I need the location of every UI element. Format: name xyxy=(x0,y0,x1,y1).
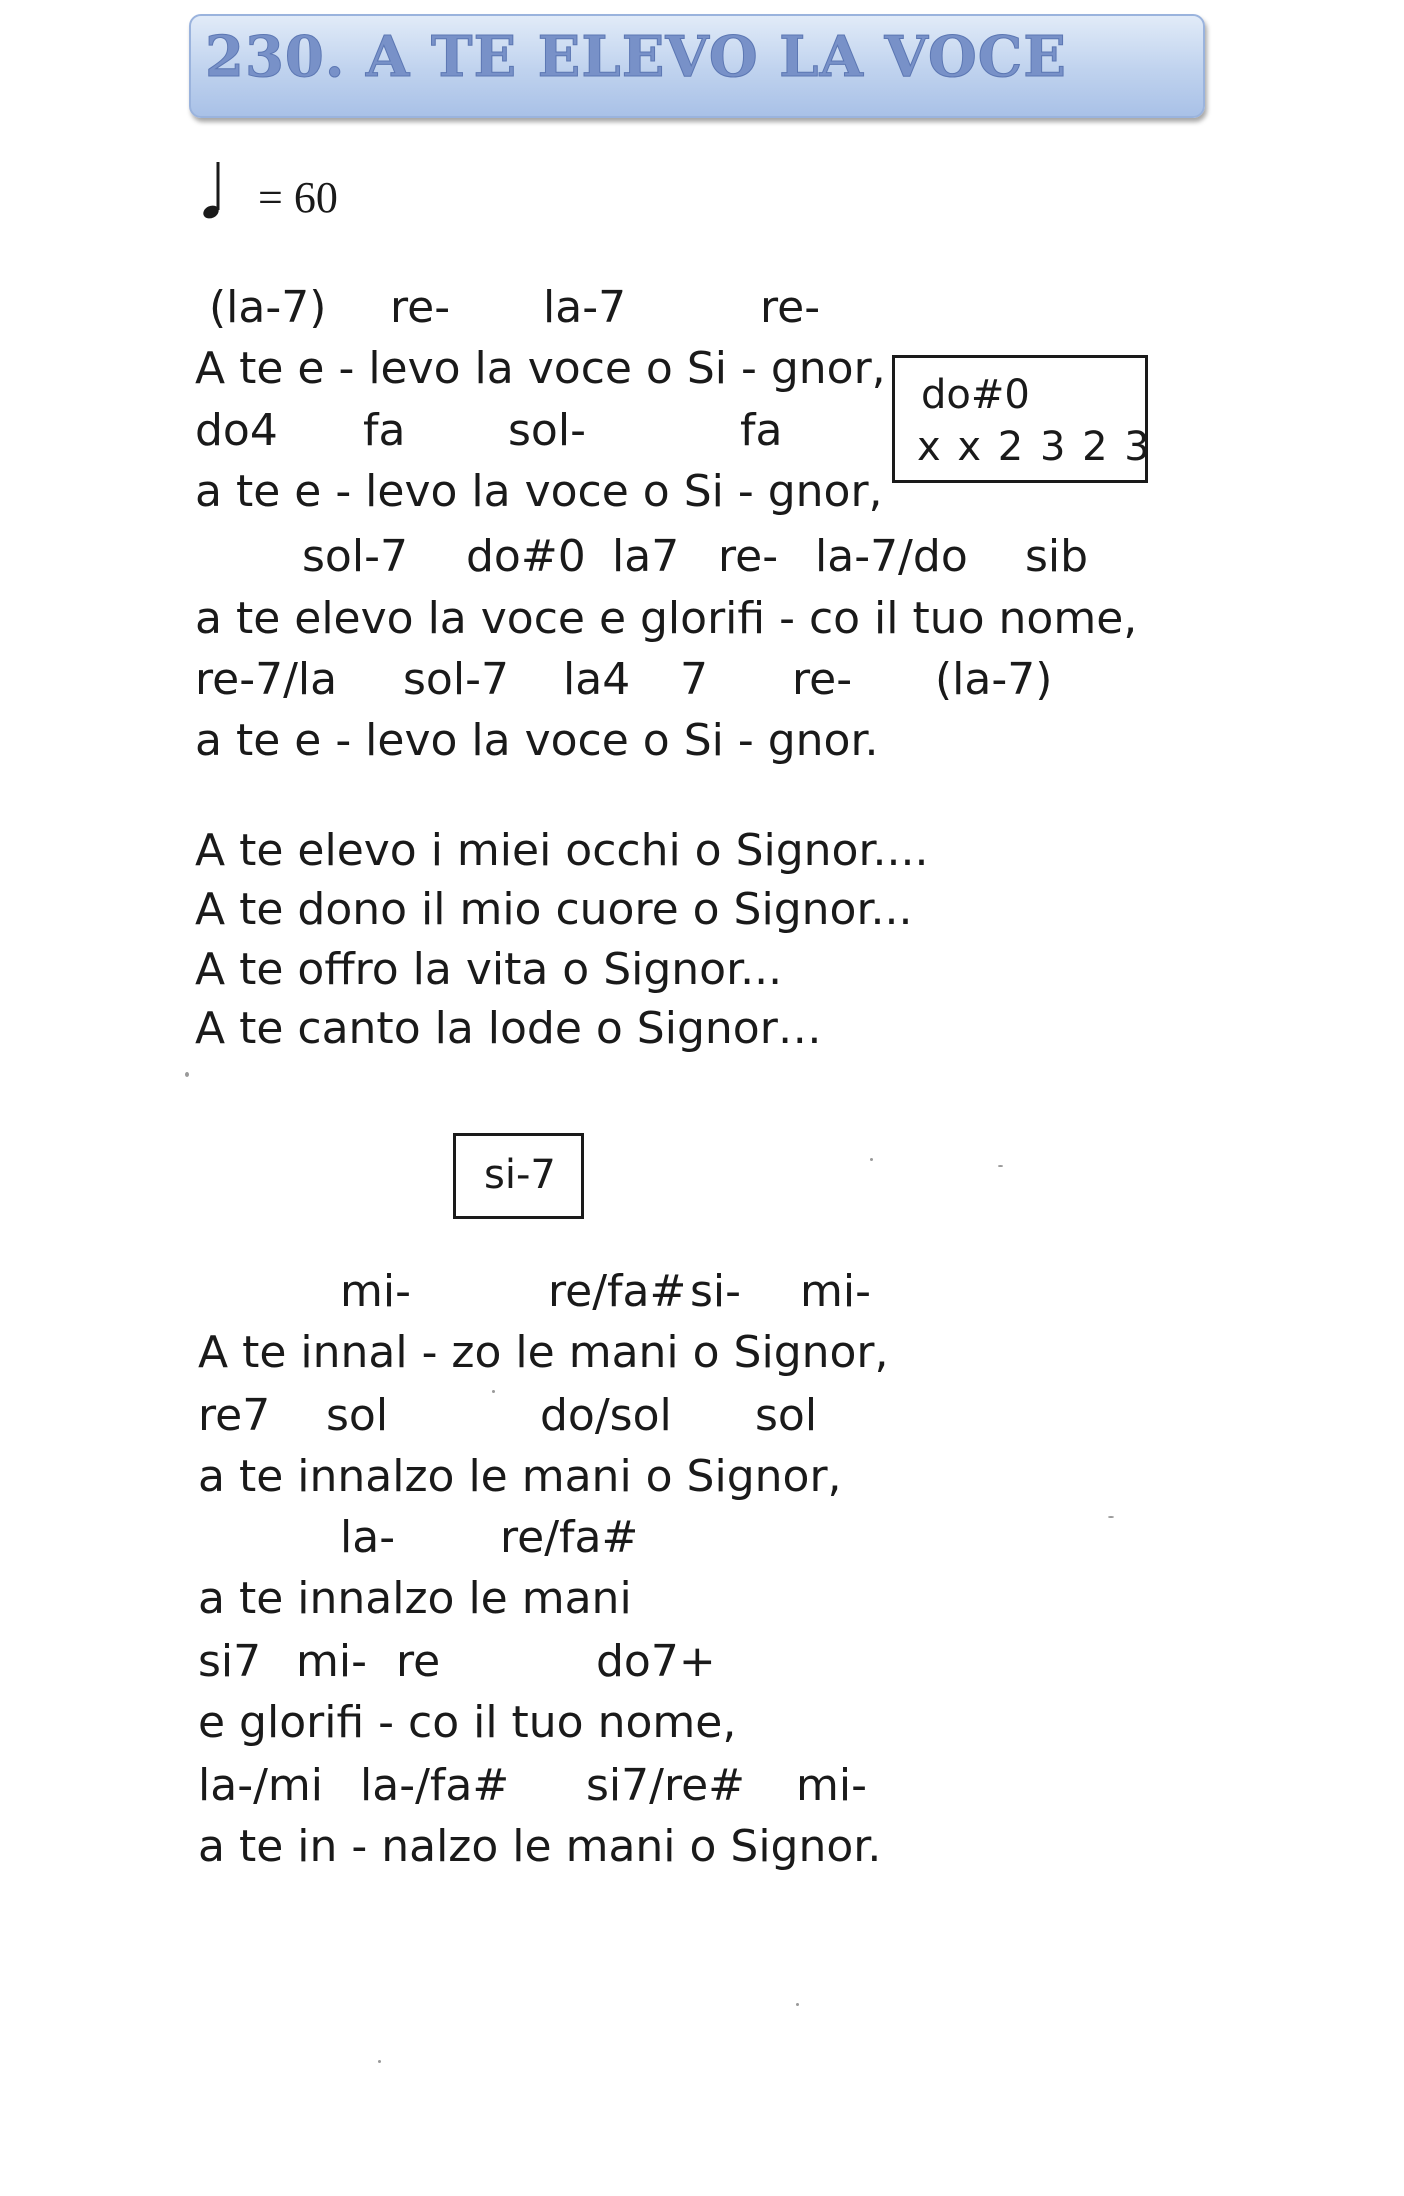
chord: sol xyxy=(326,1390,389,1441)
chord: la7 xyxy=(612,531,680,582)
chord: la-/mi xyxy=(198,1760,323,1811)
stanza-line: A te canto la lode o Signor… xyxy=(195,1003,822,1054)
chord-diagram-fingering: x x 2 3 2 3 xyxy=(917,424,1152,470)
chord: fa xyxy=(740,405,783,456)
chord: la-7 xyxy=(543,282,627,333)
chord: re- xyxy=(760,282,821,333)
chord: mi- xyxy=(800,1266,871,1317)
chord: re/fa# xyxy=(548,1266,687,1317)
chord: la-7/do xyxy=(815,531,968,582)
lyric-line: a te e - levo la voce o Si - gnor. xyxy=(195,715,879,766)
stanza-line: A te offro la vita o Signor... xyxy=(195,944,783,995)
chord: sol- xyxy=(508,405,586,456)
chord-diagram-box xyxy=(892,355,1152,483)
lyric-line: a te innalzo le mani xyxy=(198,1573,632,1624)
scan-speck xyxy=(1108,1516,1114,1518)
chord: mi- xyxy=(296,1636,367,1687)
chord: fa xyxy=(363,405,406,456)
chord: re- xyxy=(792,654,853,705)
chord: sib xyxy=(1025,531,1089,582)
stanza-line: A te elevo i miei occhi o Signor.... xyxy=(195,825,929,876)
scan-speck xyxy=(492,1390,495,1393)
chord: re/fa# xyxy=(500,1512,639,1563)
chord: do7+ xyxy=(596,1636,716,1687)
chord: re- xyxy=(718,531,779,582)
chord: 7 xyxy=(680,654,708,705)
title-banner xyxy=(189,14,1205,118)
lyric-line: a te innalzo le mani o Signor, xyxy=(198,1451,842,1502)
quarter-note-icon xyxy=(202,160,242,230)
chord: do4 xyxy=(195,405,278,456)
chord: do/sol xyxy=(540,1390,672,1441)
chord-diagram-box xyxy=(453,1133,584,1219)
lyric-line: a te in - nalzo le mani o Signor. xyxy=(198,1821,882,1872)
chord: sol-7 xyxy=(403,654,509,705)
scan-speck xyxy=(998,1165,1003,1167)
chord: si- xyxy=(690,1266,742,1317)
chord-diagram-name: si-7 xyxy=(484,1152,556,1198)
chord: (la-7) xyxy=(935,654,1053,705)
tempo-marking xyxy=(202,160,402,230)
tempo-value: = 60 xyxy=(258,173,338,222)
chord: mi- xyxy=(340,1266,411,1317)
chord-diagram-name: do#0 xyxy=(921,372,1030,418)
chord: (la-7) xyxy=(209,282,327,333)
chord: re7 xyxy=(198,1390,271,1441)
scan-speck xyxy=(796,2003,799,2006)
chord: re xyxy=(396,1636,441,1687)
lyric-line: A te innal - zo le mani o Signor, xyxy=(198,1327,889,1378)
chord: la-/fa# xyxy=(360,1760,510,1811)
chord: si7/re# xyxy=(586,1760,746,1811)
lyric-line: a te e - levo la voce o Si - gnor, xyxy=(195,466,883,517)
chord: re-7/la xyxy=(195,654,338,705)
chord: sol xyxy=(755,1390,818,1441)
scan-speck xyxy=(870,1158,873,1161)
chord: re- xyxy=(390,282,451,333)
lyric-line: e glorifi - co il tuo nome, xyxy=(198,1697,737,1748)
chord: sol-7 xyxy=(302,531,408,582)
scan-speck xyxy=(378,2060,381,2063)
scan-speck xyxy=(185,1072,189,1077)
lyric-line: A te e - levo la voce o Si - gnor, xyxy=(195,343,886,394)
lyric-line: a te elevo la voce e glorifi - co il tuo nome, xyxy=(195,593,1138,644)
chord: la- xyxy=(340,1512,396,1563)
chord: do#0 xyxy=(466,531,586,582)
chord: mi- xyxy=(796,1760,867,1811)
stanza-line: A te dono il mio cuore o Signor... xyxy=(195,884,913,935)
chord: la4 xyxy=(563,654,631,705)
chord: si7 xyxy=(198,1636,262,1687)
song-title: 230. A TE ELEVO LA VOCE xyxy=(205,24,1067,90)
